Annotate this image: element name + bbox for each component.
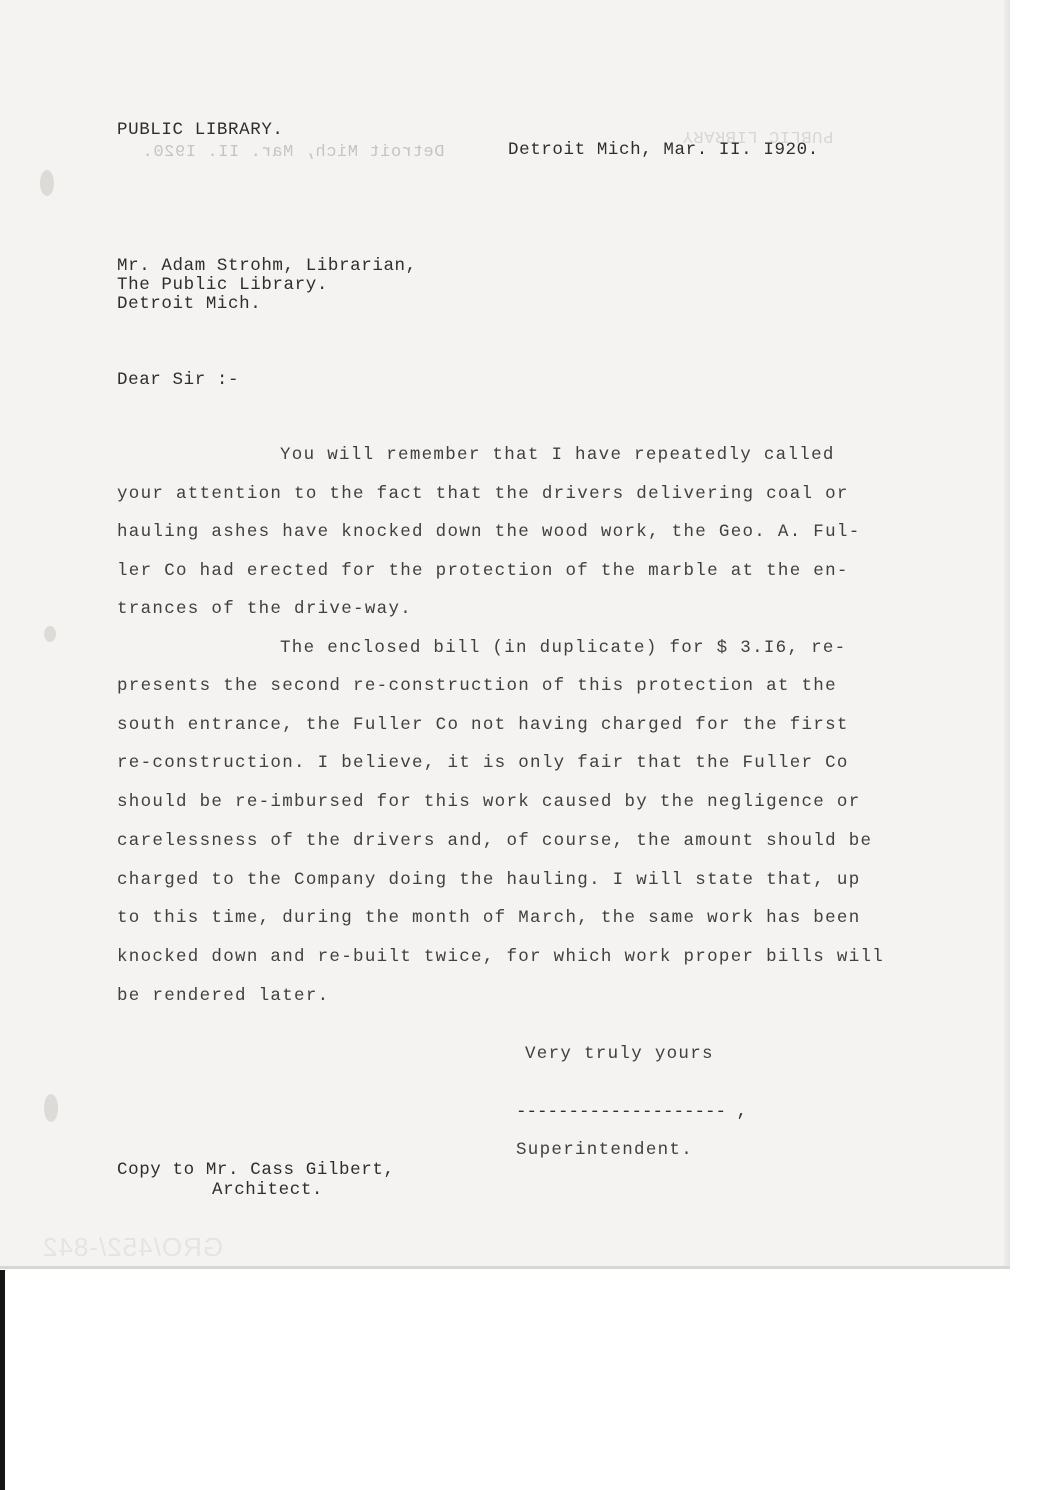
body-line: ler Co had erected for the protection of the marble at the en- <box>117 561 849 581</box>
signature-line: -------------------- , <box>516 1102 748 1122</box>
punch-hole-smudge-middle <box>44 626 56 642</box>
body-line: hauling ashes have knocked down the wood work, the Geo. A. Ful- <box>117 522 861 542</box>
bleed-through-sender: PUBLIC LIBRARY <box>682 126 834 145</box>
body-line: your attention to the fact that the drivers delivering coal or <box>117 484 849 504</box>
body-line: presents the second re-construction of this protection at the <box>117 676 837 696</box>
bleed-through-place-date: Detroit Mich, Mar. II. I920. <box>142 143 445 162</box>
body-line: to this time, during the month of March, the same work has been <box>117 908 861 928</box>
body-line: charged to the Company doing the hauling. I will state that, up <box>117 870 861 890</box>
body-line: south entrance, the Fuller Co not having charged for the first <box>117 715 849 735</box>
scan-margin-bar <box>0 1270 5 1490</box>
body-line: You will remember that I have repeatedly called <box>280 445 835 465</box>
body-line: be rendered later. <box>117 986 330 1006</box>
punch-hole-smudge-top <box>40 170 54 196</box>
recipient-line-2: The Public Library. <box>117 275 328 295</box>
body-line: should be re-imbursed for this work caused by the negligence or <box>117 792 861 812</box>
complimentary-close: Very truly yours <box>525 1044 714 1064</box>
salutation: Dear Sir :- <box>117 370 240 390</box>
punch-hole-smudge-bottom <box>44 1094 58 1122</box>
page-edge-right <box>1004 0 1010 1268</box>
body-line: knocked down and re-built twice, for which work proper bills will <box>117 947 885 967</box>
signature-title: Superintendent. <box>516 1140 694 1160</box>
body-line: carelessness of the drivers and, of course, the amount should be <box>117 831 873 851</box>
copy-note-line-2: Architect. <box>212 1180 324 1200</box>
archive-mark: GRO/452/-842 <box>42 1232 224 1262</box>
body-line: The enclosed bill (in duplicate) for $ 3.I6, re- <box>280 638 847 658</box>
recipient-line-3: Detroit Mich. <box>117 294 262 314</box>
recipient-line-1: Mr. Adam Strohm, Librarian, <box>117 256 417 276</box>
sender-heading: PUBLIC LIBRARY. <box>117 120 284 140</box>
body-line: trances of the drive-way. <box>117 599 413 619</box>
place-date: Detroit Mich, Mar. II. I920. <box>508 140 819 160</box>
copy-note-line-1: Copy to Mr. Cass Gilbert, <box>117 1160 395 1180</box>
page-edge-bottom <box>0 1266 1010 1269</box>
body-line: re-construction. I believe, it is only fair that the Fuller Co <box>117 753 849 773</box>
